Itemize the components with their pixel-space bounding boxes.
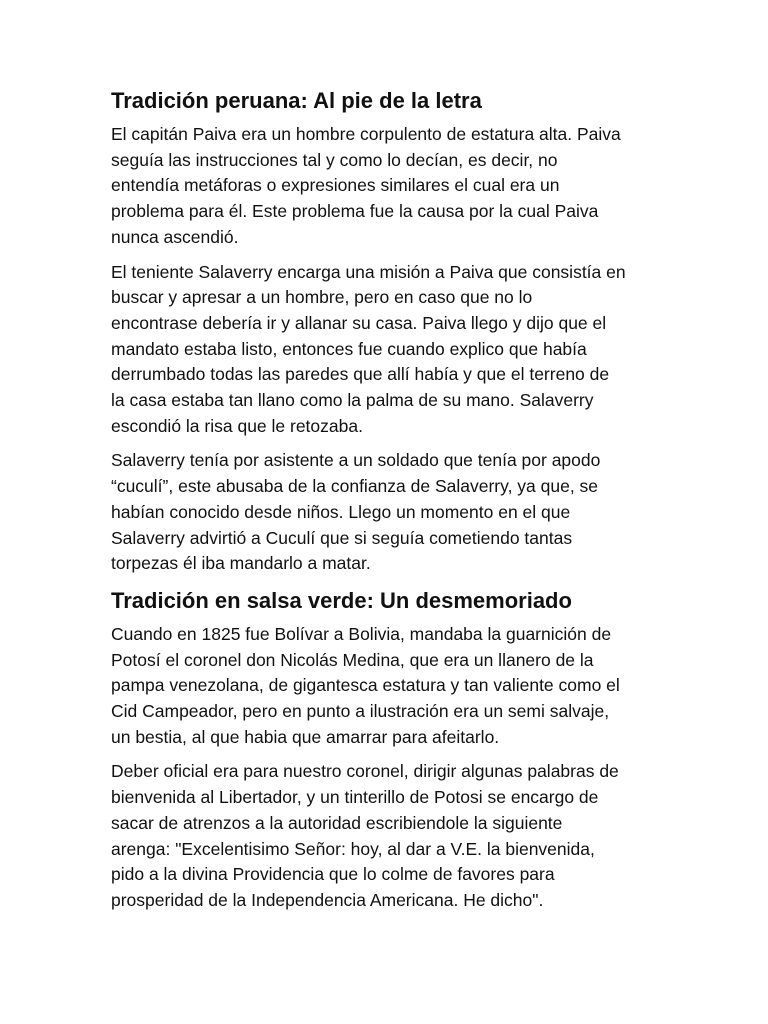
paragraph: [111, 122, 671, 251]
text-line: encontrase debería ir y allanar su casa. Paiva llego y dijo que el: [111, 312, 607, 333]
text-line: problema para él. Este problema fue la causa por la cual Paiva: [111, 201, 599, 222]
text-line: Deber oficial era para nuestro coronel, dirigir algunas palabras de: [111, 761, 619, 782]
text-line: seguía las instrucciones tal y como lo decían, es decir, no: [111, 149, 558, 170]
text-line: Potosí el coronel don Nicolás Medina, que era un llanero de la: [111, 649, 594, 670]
text-line: nunca ascendió.: [111, 226, 239, 247]
text-line: prosperidad de la Independencia Americana. He dicho".: [111, 889, 544, 910]
section-heading: Tradición peruana: Al pie de la letra: [111, 88, 482, 113]
paragraph: [111, 448, 671, 577]
text-line: El capitán Paiva era un hombre corpulento de estatura alta. Paiva: [111, 124, 621, 144]
text-line: Cuando en 1825 fue Bolívar a Bolivia, mandaba la guarnición de: [111, 623, 612, 644]
section-al-pie-de-la-letra: [111, 86, 671, 577]
text-line: la casa estaba tan llano como la palma de su mano. Salaverry: [111, 390, 594, 411]
paragraph: [111, 260, 671, 440]
text-line: “cuculí”, este abusaba de la confianza de Salaverry, ya que, se: [111, 476, 599, 497]
text-line: entendía metáforas o expresiones similares el cual era un: [111, 175, 560, 196]
text-line: arenga: "Excelentisimo Señor: hoy, al dar a V.E. la bienvenida,: [111, 838, 595, 859]
paragraph: [111, 622, 671, 751]
text-line: mandato estaba listo, entonces fue cuando explico que había: [111, 338, 587, 359]
document-page: [111, 86, 671, 923]
text-line: pampa venezolana, de gigantesca estatura y tan valiente como el: [111, 675, 620, 696]
text-line: Cid Campeador, pero en punto a ilustración era un semi salvaje,: [111, 701, 610, 722]
text-line: bienvenida al Libertador, y un tinterillo de Potosi se encargo de: [111, 787, 599, 808]
text-line: un bestia, al que habia que amarrar para afeitarlo.: [111, 726, 500, 747]
text-line: sacar de atrenzos a la autoridad escribiendole la siguiente: [111, 812, 563, 833]
text-line: Salaverry advirtió a Cuculí que si seguía cometiendo tantas: [111, 527, 573, 548]
text-line: Salaverry tenía por asistente a un soldado que tenía por apodo: [111, 450, 601, 471]
text-line: torpezas él iba mandarlo a matar.: [111, 553, 371, 574]
text-line: buscar y apresar a un hombre, pero en caso que no lo: [111, 287, 533, 308]
section-heading: Tradición en salsa verde: Un desmemoriado: [111, 587, 572, 613]
text-line: El teniente Salaverry encarga una misión a Paiva que consistía en: [111, 261, 626, 282]
section-un-desmemoriado: [111, 586, 671, 914]
text-line: escondió la risa que le retozaba.: [111, 415, 363, 436]
text-line: habían conocido desde niños. Llego un momento en el que: [111, 501, 571, 522]
text-line: pido a la divina Providencia que lo colme de favores para: [111, 864, 555, 885]
text-line: derrumbado todas las paredes que allí había y que el terreno de: [111, 364, 610, 385]
paragraph: [111, 759, 671, 913]
